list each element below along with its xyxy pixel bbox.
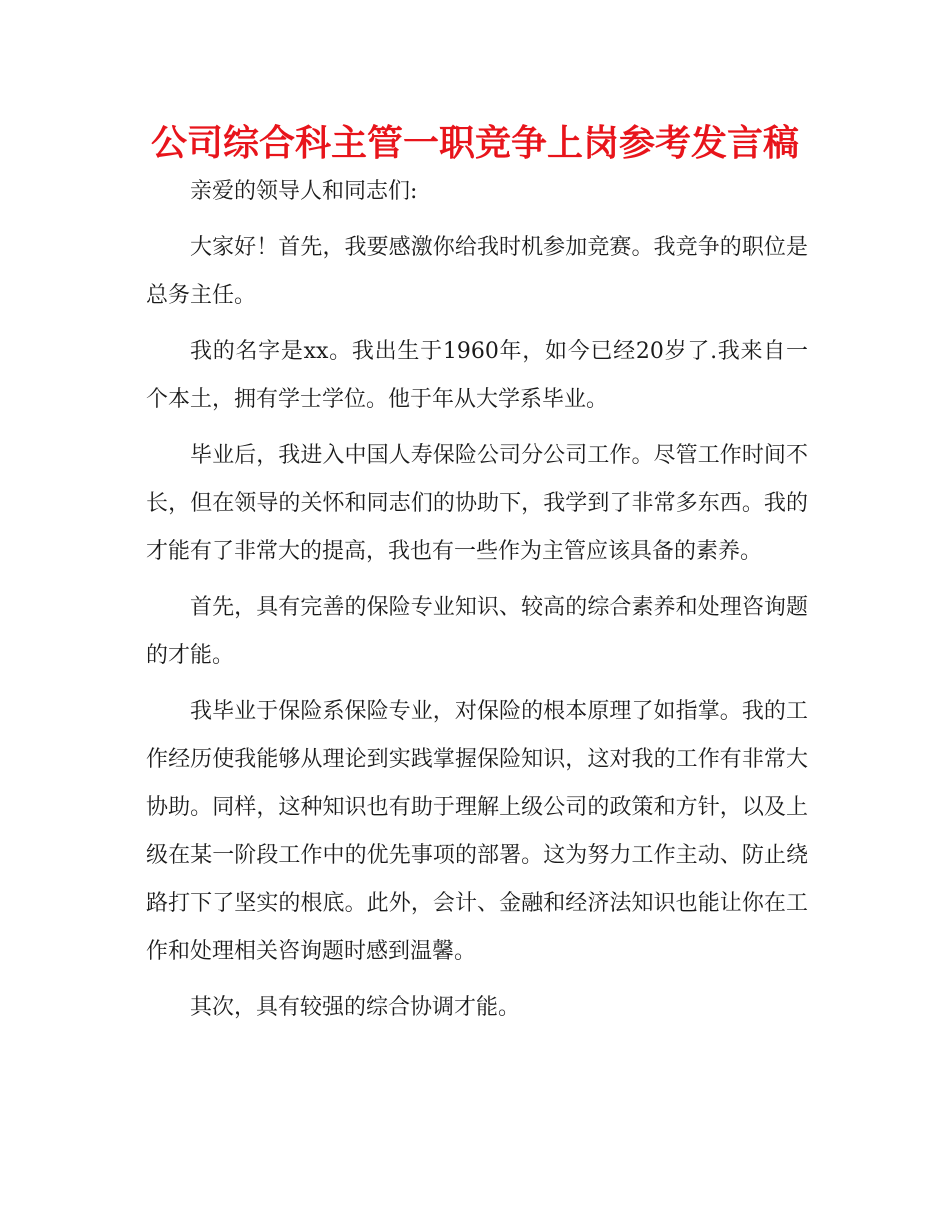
paragraph-second-point: 其次，具有较强的综合协调才能。 xyxy=(190,995,521,1020)
document-body xyxy=(146,168,808,1040)
document-title: 公司综合科主管一职竞争上岗参考发言稿 xyxy=(150,123,799,164)
paragraph-opening: 大家好！首先，我要感激你给我时机参加竞赛。我竞争的职位是总务主任。 xyxy=(146,235,808,308)
paragraph-work-history: 毕业后，我进入中国人寿保险公司分公司工作。尽管工作时间不长，但在领导的关怀和同志们的协助下，我学到了非常多东西。我的才能有了非常大的提高，我也有一些作为主管应该具备的素养。 xyxy=(146,443,808,564)
paragraph-background: 我的名字是xx。我出生于1960年，如今已经20岁了.我来自一个本土，拥有学士学位。他于年从大学系毕业。 xyxy=(146,339,808,412)
paragraph-greeting: 亲爱的领导人和同志们: xyxy=(190,179,418,204)
paragraph-first-point: 首先，具有完善的保险专业知识、较高的综合素养和处理咨询题的才能。 xyxy=(146,595,808,668)
paragraph-first-detail: 我毕业于保险系保险专业，对保险的根本原理了如指掌。我的工作经历使我能够从理论到实践掌握保险知识，这对我的工作有非常大协助。同样，这种知识也有助于理解上级公司的政策和方针，以及上级在某一阶段工作中的优先事项的部署。这为努力工作主动、防止绕路打下了坚实的根底。此外，会计、金融和经济法知识也能让你在工作和处理相关咨询题时感到温馨。 xyxy=(146,699,808,964)
